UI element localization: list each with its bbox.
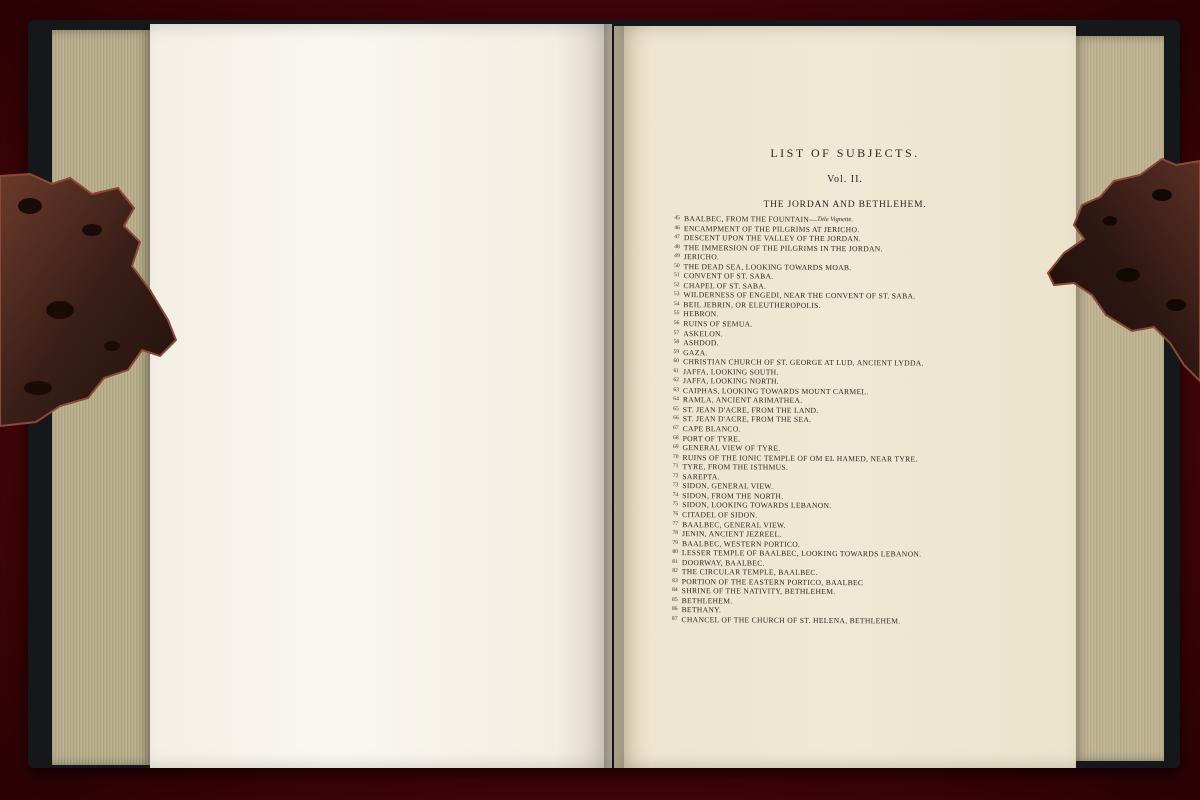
subject-number: 60: [673, 358, 680, 365]
section-heading: THE JORDAN AND BETHLEHEM.: [763, 200, 927, 210]
subject-title: PORTION OF THE EASTERN PORTICO, BAALBEC: [681, 576, 864, 587]
blank-left-page: [150, 24, 612, 768]
subject-title: BAALBEC, FROM THE FOUNTAIN—: [683, 214, 818, 224]
book-gutter: [604, 24, 624, 768]
subject-title: CONVENT OF ST. SABA.: [683, 271, 774, 281]
subject-title: JAFFA, LOOKING SOUTH.: [683, 366, 779, 377]
subject-title: ST. JEAN D'ACRE, FROM THE LAND.: [682, 405, 819, 415]
subject-title: JENIN, ANCIENT JEZREEL.: [682, 529, 782, 539]
subject-number: 73: [672, 482, 679, 489]
subject-title: HEBRON.: [683, 309, 719, 319]
subject-number: 69: [672, 444, 679, 451]
subject-number: 80: [672, 549, 678, 556]
subject-number: 45: [674, 215, 680, 222]
subject-title: WILDERNESS OF ENGEDI, NEAR THE CONVENT OF ST. SABA.: [683, 290, 916, 301]
subject-number: 62: [673, 377, 680, 384]
subject-number: 54: [673, 300, 680, 308]
subject-number: 63: [673, 386, 679, 393]
subject-title: TYRE, FROM THE ISTHMUS.: [682, 462, 789, 472]
subject-number: 56: [673, 320, 680, 327]
subject-number: 67: [673, 425, 679, 432]
subject-number: 78: [672, 530, 679, 537]
subject-title: BETHLEHEM.: [681, 595, 733, 606]
subject-number: 68: [673, 434, 679, 441]
subject-title: ENCAMPMENT OF THE PILGRIMS AT JERICHO.: [683, 223, 860, 234]
subject-number: 58: [673, 339, 680, 346]
subject-title: CAPE BLANCO.: [682, 424, 741, 434]
subject-number: 84: [672, 587, 678, 594]
subject-number: 81: [672, 558, 678, 565]
subject-title: ASKELON.: [683, 328, 724, 338]
subject-title: LESSER TEMPLE OF BAALBEC, LOOKING TOWARDS LEBANON.: [681, 548, 922, 559]
subject-title: DOORWAY, BAALBEC.: [681, 557, 765, 568]
subject-title: CITADEL OF SIDON.: [682, 510, 758, 520]
subject-title: GAZA.: [683, 347, 708, 357]
subject-number: 77: [672, 520, 679, 527]
subject-number: 50: [674, 262, 680, 269]
subject-title: GENERAL VIEW OF TYRE.: [682, 443, 781, 453]
subject-title: THE CIRCULAR TEMPLE, BAALBEC.: [681, 567, 819, 578]
subject-item: [663, 615, 993, 627]
subject-number: 70: [672, 453, 679, 460]
page-edges-right: [1072, 36, 1164, 761]
subject-number: 48: [674, 243, 680, 250]
subject-title: SIDON, FROM THE NORTH.: [682, 490, 784, 501]
subject-title: BAALBEC, WESTERN PORTICO.: [681, 538, 801, 549]
subject-title: SHRINE OF THE NATIVITY, BETHLEHEM.: [681, 586, 836, 597]
subject-title: CHRISTIAN CHURCH OF ST. GEORGE AT LUD, ANCIENT LYDDA.: [683, 357, 924, 368]
subject-number: 53: [673, 291, 680, 298]
subject-number: 64: [673, 396, 679, 403]
subject-number: 66: [673, 415, 679, 422]
subject-number: 46: [674, 224, 680, 231]
subject-title: BEIL JEBRIN, OR ELEUTHEROPOLIS.: [683, 300, 821, 310]
subject-title: SIDON, LOOKING TOWARDS LEBANON.: [682, 500, 832, 511]
subject-number: 47: [674, 234, 680, 241]
subject-title: RAMLA, ANCIENT ARIMATHEA.: [682, 395, 803, 406]
subject-title: ST. JEAN D'ACRE, FROM THE SEA.: [682, 414, 812, 425]
subject-title: BAALBEC, GENERAL VIEW.: [682, 519, 786, 530]
subject-note: Title Vignette.: [817, 215, 854, 224]
subject-title: BETHANY.: [681, 605, 722, 615]
subject-title: SIDON, GENERAL VIEW.: [682, 481, 774, 491]
subject-number: 86: [671, 606, 678, 613]
subject-number: 72: [672, 472, 679, 479]
subject-title: JERICHO.: [683, 252, 720, 262]
subject-number: 85: [672, 596, 678, 603]
book-clasp-right: [1044, 155, 1200, 385]
page-title: LIST OF SUBJECTS.: [770, 146, 920, 160]
subject-number: 83: [672, 577, 678, 584]
subject-title: CHANCEL OF THE CHURCH OF ST. HELENA, BETHLEHEM.: [681, 615, 901, 626]
subject-number: 52: [673, 281, 680, 288]
subject-title: RUINS OF SEMUA.: [683, 319, 753, 329]
subject-title: THE DEAD SEA, LOOKING TOWARDS MOAB.: [683, 261, 852, 272]
subject-number: 79: [672, 539, 679, 546]
volume-label: Vol. II.: [827, 174, 863, 185]
subject-title: RUINS OF THE IONIC TEMPLE OF OM EL HAMED, NEAR TYRE.: [682, 452, 918, 464]
subject-title: ASHDOD.: [683, 338, 719, 348]
subject-title: CAIPHAS, LOOKING TOWARDS MOUNT CARMEL.: [682, 385, 869, 397]
subject-number: 61: [673, 367, 680, 374]
subject-number: 76: [672, 510, 679, 518]
subject-title: CHAPEL OF ST. SABA.: [683, 280, 767, 291]
subject-number: 75: [672, 501, 679, 508]
subject-number: 82: [672, 568, 678, 575]
subject-title: PORT OF TYRE.: [682, 433, 741, 444]
book-clasp-left: [0, 170, 178, 430]
subject-number: 71: [672, 463, 679, 470]
subject-number: 51: [674, 272, 680, 279]
subject-title: THE IMMERSION OF THE PILGRIMS IN THE JORDAN.: [683, 242, 883, 253]
subject-number: 57: [673, 329, 680, 336]
subject-title: SAREPTA.: [682, 471, 720, 482]
subject-number: 55: [673, 310, 680, 317]
subject-number: 49: [674, 253, 680, 260]
subject-number: 87: [671, 616, 678, 623]
subject-number: 74: [672, 491, 679, 498]
subject-title: JAFFA, LOOKING NORTH.: [682, 376, 780, 386]
subjects-list: [663, 214, 996, 627]
subject-title: DESCENT UPON THE VALLEY OF THE JORDAN.: [683, 233, 862, 244]
subject-number: 59: [673, 348, 680, 355]
subject-number: 65: [673, 405, 679, 413]
